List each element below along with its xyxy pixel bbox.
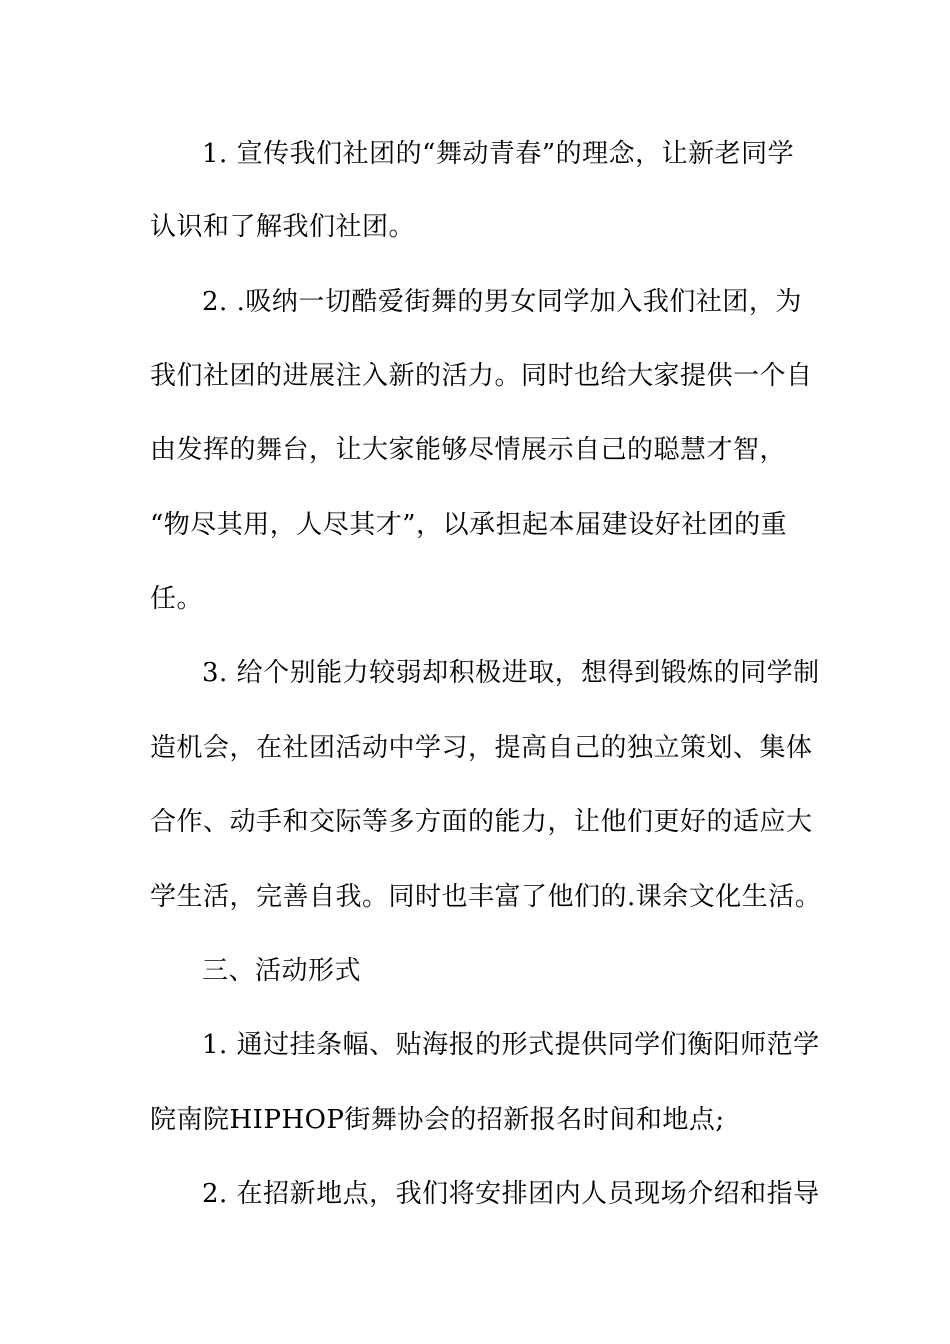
paragraph-1-line-2: 认识和了解我们社团。 [150,212,416,242]
paragraph-6-line-1: 2. 在招新地点，我们将安排团内人员现场介绍和指导 [202,1179,820,1209]
paragraph-3-line-4: 学生活，完善自我。同时也丰富了他们的.课余文化生活。 [150,882,822,912]
paragraph-2-line-4: “物尽其用，人尽其才”，以承担起本届建设好社团的重 [150,510,788,540]
paragraph-3-line-3: 合作、动手和交际等多方面的能力，让他们更好的适应大 [150,807,813,837]
paragraph-2-line-2: 我们社团的进展注入新的活力。同时也给大家提供一个自 [150,361,813,391]
paragraph-3-line-2: 造机会，在社团活动中学习，提高自己的独立策划、集体 [150,733,813,763]
paragraph-1-line-1: 1. 宣传我们社团的“舞动青春”的理念，让新老同学 [202,139,795,169]
section-heading: 三、活动形式 [202,956,362,986]
paragraph-5-line-1: 1. 通过挂条幅、贴海报的形式提供同学们衡阳师范学 [202,1030,820,1060]
paragraph-2-line-3: 由发挥的舞台，让大家能够尽情展示自己的聪慧才智， [150,435,787,465]
paragraph-3-line-1: 3. 给个别能力较弱却积极进取，想得到锻炼的同学制 [202,658,820,688]
paragraph-5-line-2: 院南院HIPHOP街舞协会的招新报名时间和地点; [150,1105,725,1135]
paragraph-2-line-1: 2. .吸纳一切酷爱街舞的男女同学加入我们社团，为 [202,287,802,317]
paragraph-2-line-5: 任。 [150,584,204,614]
